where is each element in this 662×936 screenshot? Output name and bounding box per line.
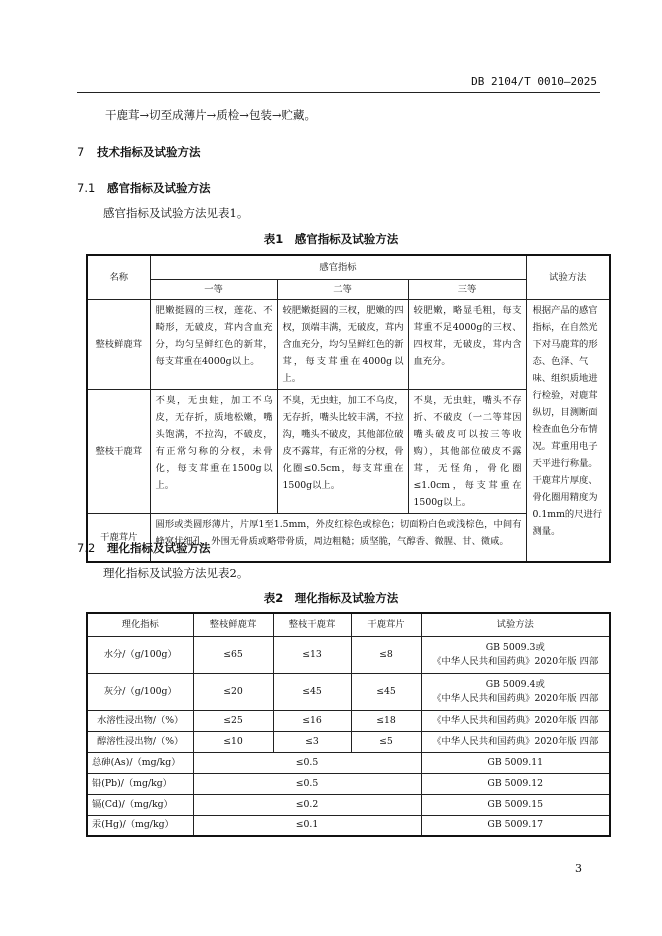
section-7-title: 技术指标及试验方法 (97, 145, 201, 159)
t2-value: ≤18 (351, 710, 421, 731)
t2-header: 试验方法 (421, 613, 610, 636)
section-72-heading (77, 540, 211, 556)
sensory-table (86, 254, 611, 563)
t2-value: ≤8 (351, 636, 421, 673)
t2-method-line: 《中华人民共和国药典》2020年版 四部 (432, 655, 599, 667)
t2-header: 理化指标 (87, 613, 193, 636)
table2-caption: 表2 理化指标及试验方法 (263, 591, 399, 605)
t2-method: GB 5009.15 (421, 794, 610, 815)
t1-row-name: 干鹿茸片 (87, 513, 150, 562)
t2-value: ≤3 (273, 731, 351, 752)
t2-row-name: 镉(Cd)/（mg/kg） (87, 794, 193, 815)
t2-value: ≤13 (273, 636, 351, 673)
table1-caption: 表1 感官指标及试验方法 (263, 232, 399, 246)
t1-row-name: 整枝鲜鹿茸 (87, 299, 150, 389)
t1-header-grade1: 一等 (150, 279, 277, 299)
t1-row-name: 整枝干鹿茸 (87, 389, 150, 513)
t2-row-name: 总砷(As)/（mg/kg） (87, 752, 193, 773)
t2-method (421, 636, 610, 673)
section-71-title: 感官指标及试验方法 (107, 181, 211, 195)
physicochemical-table (86, 612, 611, 837)
t2-row-name: 醇溶性浸出物/（%） (87, 731, 193, 752)
header-rule (77, 92, 600, 93)
t2-method-line: 《中华人民共和国药典》2020年版 四部 (432, 692, 599, 704)
t1-method-cell: 根据产品的感官指标，在自然光下对马鹿茸的形态、色泽、气味、组织质地进行检验，对鹿茸纵切，目测断面检查血色分布情况。茸重用电子天平进行称量。干鹿茸片厚度、骨化圈用精度为0.1mm的尺进行测量。 (526, 299, 610, 562)
t2-method (421, 673, 610, 710)
t2-value: ≤45 (273, 673, 351, 710)
t1-cell: 较肥嫩挺圆的三杈，肥嫩的四杈，顶端丰满，无破皮，茸内含血充分，均匀呈鲜红色的新茸，每支茸重在4000g以上。 (277, 299, 408, 389)
t2-row-name: 水分/（g/100g） (87, 636, 193, 673)
t2-row-name: 汞(Hg)/（mg/kg） (87, 815, 193, 836)
section-71-heading (77, 180, 211, 196)
t2-value: ≤10 (193, 731, 273, 752)
t2-value: ≤0.5 (193, 752, 421, 773)
t2-row-name: 灰分/（g/100g） (87, 673, 193, 710)
t2-method-line: GB 5009.3或 (485, 641, 545, 653)
t2-value: ≤25 (193, 710, 273, 731)
t2-header: 整枝干鹿茸 (273, 613, 351, 636)
t1-cell: 不臭，无虫蛀，加工不乌皮，无存折，质地松嫩，嘴头饱满，不拉沟，不破皮，有正常匀称的分杈，未骨化，每支茸重在1500g以上。 (150, 389, 277, 513)
document-code: DB 2104/T 0010—2025 (471, 75, 597, 88)
t2-value: ≤45 (351, 673, 421, 710)
t1-header-grade3: 三等 (408, 279, 526, 299)
t2-method: 《中华人民共和国药典》2020年版 四部 (421, 710, 610, 731)
t2-value: ≤65 (193, 636, 273, 673)
t2-value: ≤16 (273, 710, 351, 731)
t1-cell: 不臭，无虫蛀，嘴头不存折、不破皮（一二等茸因嘴头破皮可以按三等收购），其他部位破皮不露茸，无怪角，骨化圈≤1.0cm，每支茸重在1500g以上。 (408, 389, 526, 513)
t1-header-group: 感官指标 (150, 255, 526, 279)
t2-row-name: 水溶性浸出物/（%） (87, 710, 193, 731)
t2-header: 整枝鲜鹿茸 (193, 613, 273, 636)
page-number: 3 (575, 862, 582, 875)
process-line: 干鹿茸→切至成薄片→质检→包装→贮藏。 (105, 108, 317, 122)
t1-cell: 不臭，无虫蛀，加工不乌皮，无存折，嘴头比较丰满，不拉沟，嘴头不破皮，其他部位破皮不露茸，有正常的分杈，骨化圈≤0.5cm，每支茸重在1500g以上。 (277, 389, 408, 513)
t2-method: GB 5009.17 (421, 815, 610, 836)
t2-value: ≤0.1 (193, 815, 421, 836)
t2-value: ≤5 (351, 731, 421, 752)
t2-value: ≤0.5 (193, 773, 421, 794)
t2-method: GB 5009.12 (421, 773, 610, 794)
t2-value: ≤20 (193, 673, 273, 710)
section-72-number: 7.2 (77, 541, 96, 555)
t2-row-name: 铅(Pb)/（mg/kg） (87, 773, 193, 794)
t2-method: GB 5009.11 (421, 752, 610, 773)
t1-header-grade2: 二等 (277, 279, 408, 299)
section-7-heading (77, 144, 201, 160)
section-71-number: 7.1 (77, 181, 96, 195)
section-72-intro: 理化指标及试验方法见表2。 (103, 566, 249, 580)
t2-method: 《中华人民共和国药典》2020年版 四部 (421, 731, 610, 752)
t1-header-name: 名称 (87, 255, 150, 299)
section-71-intro: 感官指标及试验方法见表1。 (103, 206, 249, 220)
t1-header-method: 试验方法 (526, 255, 610, 299)
t2-header: 干鹿茸片 (351, 613, 421, 636)
t2-method-line: GB 5009.4或 (485, 678, 545, 690)
section-7-number: 7 (77, 145, 85, 159)
t1-cell: 肥嫩挺圆的三杈，莲花、不畸形，无破皮，茸内含血充分，均匀呈鲜红色的新茸，每支茸重在4000g以上。 (150, 299, 277, 389)
section-72-title: 理化指标及试验方法 (107, 541, 211, 555)
t1-cell-merged: 圆形或类圆形薄片，片厚1至1.5mm，外皮红棕色或棕色；切面粉白色或浅棕色，中间有蜂窝状细孔，外围无骨质或略带骨质，周边粗糙；质坚脆，气醇香、微腥、甘、微咸。 (150, 513, 526, 562)
t2-value: ≤0.2 (193, 794, 421, 815)
t1-cell: 较肥嫩，略显毛粗，每支茸重不足4000g的三杈、四杈茸，无破皮，茸内含血充分。 (408, 299, 526, 389)
